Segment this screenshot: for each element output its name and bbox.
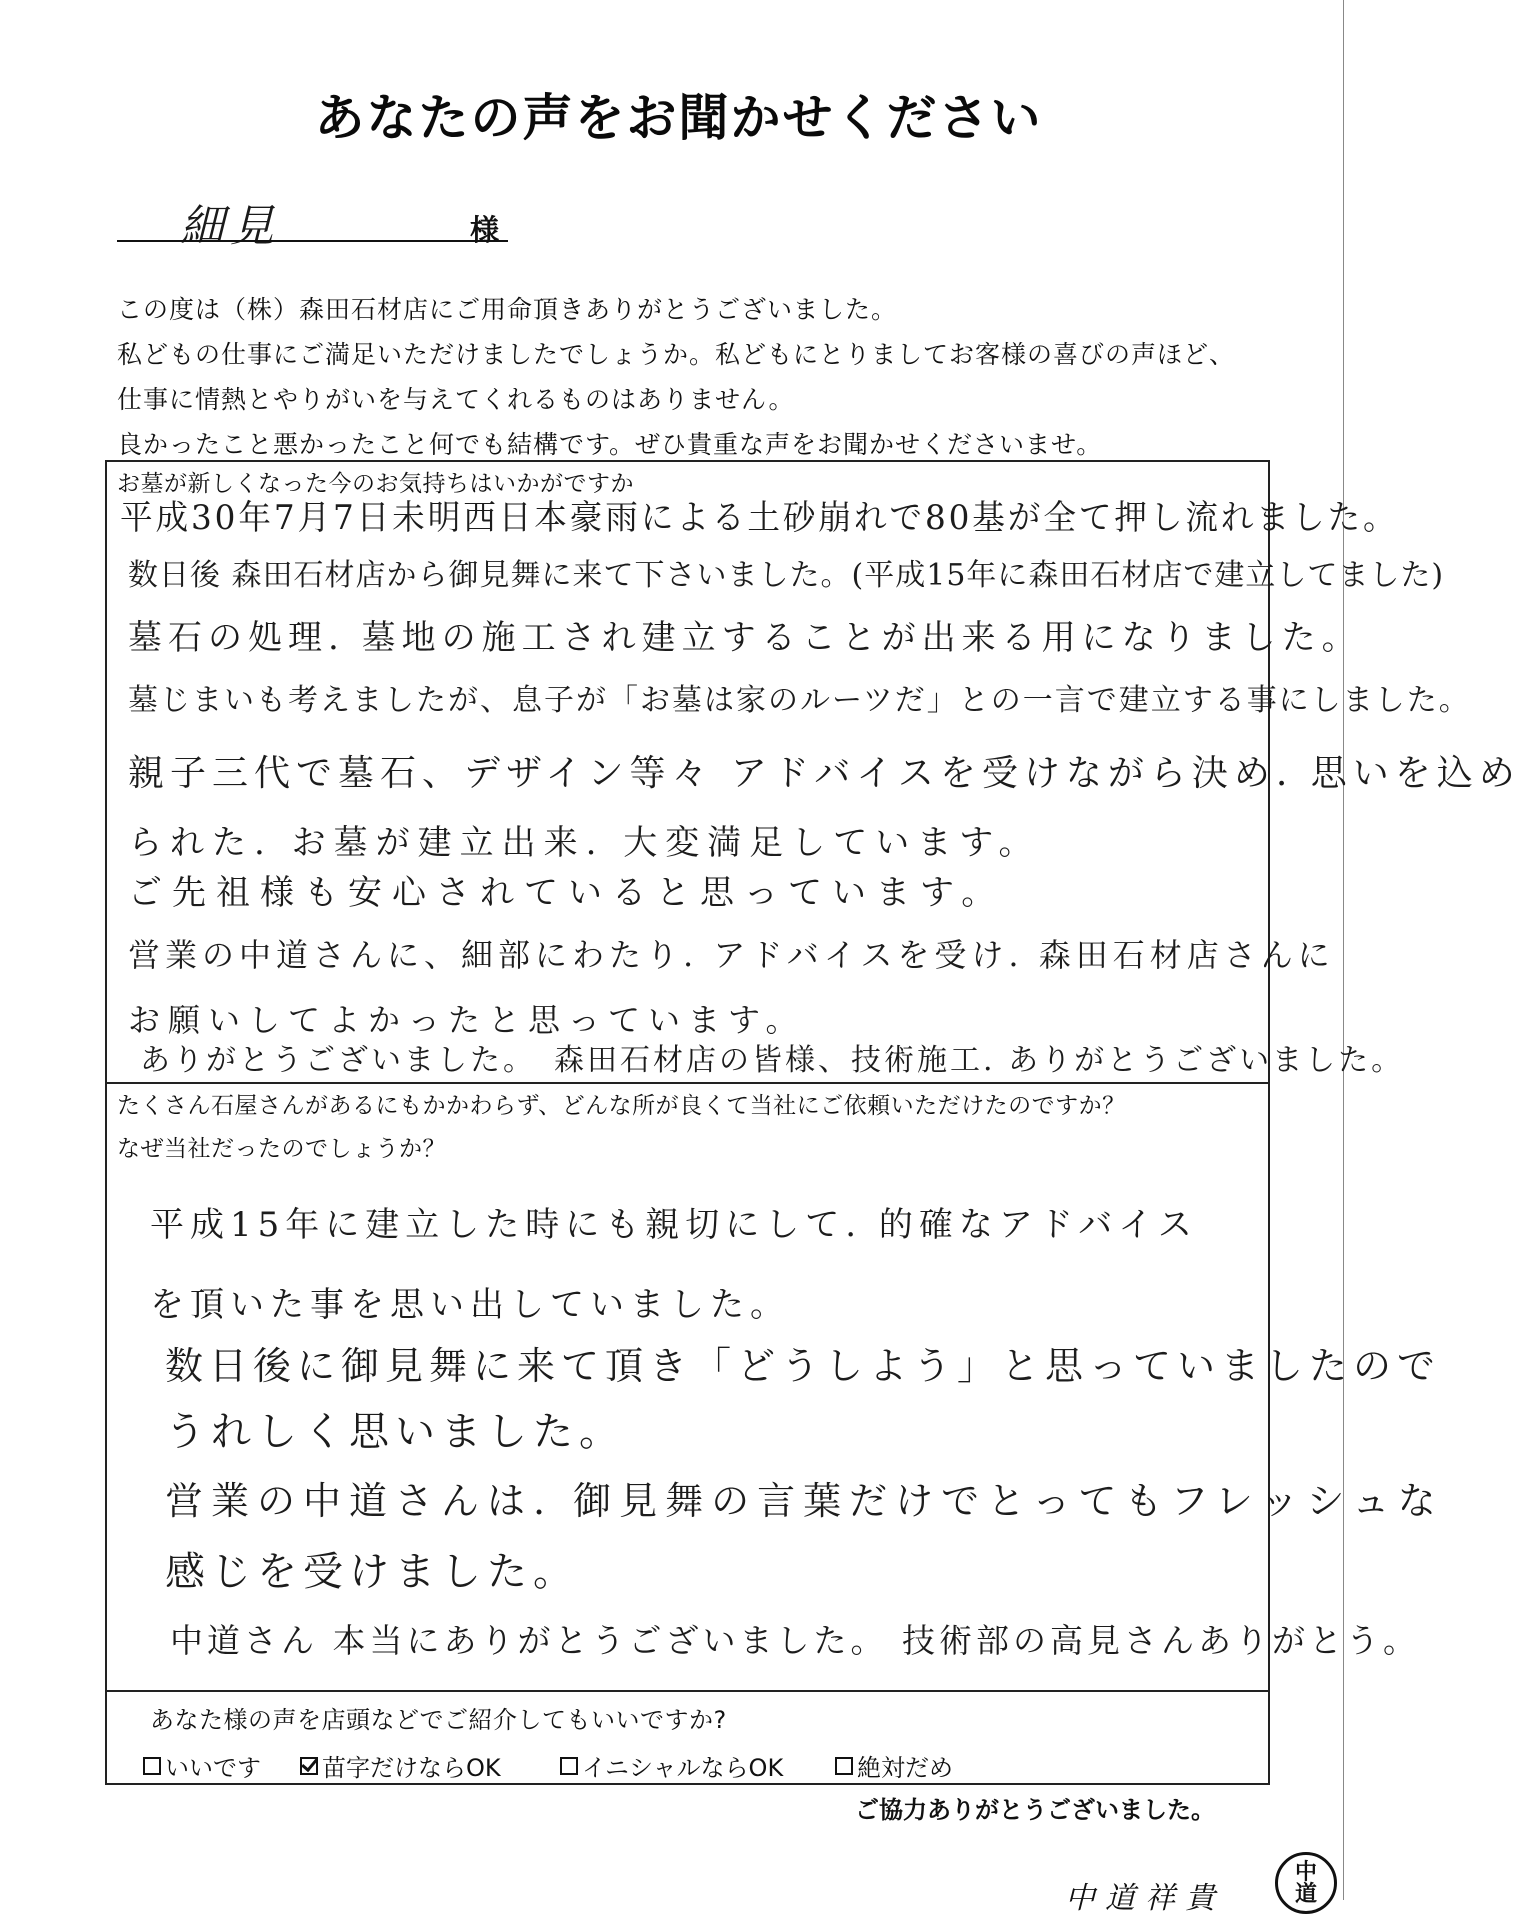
q2-answer-line: うれしく思いました。 bbox=[165, 1409, 625, 1455]
q2-answer-line: 数日後に御見舞に来て頂き「どうしよう」と思っていましたので bbox=[165, 1344, 1442, 1388]
checkbox-icon[interactable] bbox=[143, 1757, 161, 1775]
page-title: あなたの声をお聞かせください bbox=[314, 89, 1043, 147]
option-surname-only[interactable] bbox=[300, 1748, 501, 1783]
q1-answer-line: 営業の中道さんに、細部にわたり. アドバイスを受け. 森田石材店さんに bbox=[128, 936, 1335, 974]
intro-line: この度は（株）森田石材店にご用命頂きありがとうございました。 bbox=[117, 295, 898, 324]
q2-answer-line: 感じを受けました。 bbox=[165, 1549, 579, 1595]
q1-answer-line: お願いしてよかったと思っています。 bbox=[128, 1001, 806, 1039]
checkbox-icon[interactable] bbox=[835, 1757, 853, 1775]
q2-answer-line: 平成15年に建立した時にも親切にして. 的確なアドバイスを頂いた事を思い出していました。 bbox=[150, 1205, 1198, 1325]
q1-answer-line: 数日後 森田石材店から御見舞に来て下さいました。(平成15年に森田石材店で建立してました) bbox=[128, 558, 1445, 593]
customer-name: 細見 bbox=[180, 201, 280, 252]
name-underline bbox=[117, 240, 508, 242]
q1-answer-line: 平成30年7月7日未明西日本豪雨による土砂崩れで80基が全て押し流れました。 bbox=[120, 498, 1399, 538]
q3-label: あなた様の声を店頭などでご紹介してもいいですか? bbox=[150, 1706, 727, 1734]
intro-line: 私どもの仕事にご満足いただけましたでしょうか。私どもにとりましてお客様の喜びの声ほど、 bbox=[117, 340, 1236, 369]
intro-line: 仕事に情熱とやりがいを与えてくれるものはありません。 bbox=[117, 385, 795, 414]
option-label: いいです bbox=[165, 1754, 261, 1782]
option-label: 苗字だけならOK bbox=[322, 1754, 501, 1782]
honorific: 様 bbox=[470, 213, 500, 247]
option-ok[interactable] bbox=[143, 1748, 261, 1783]
q1-label: お墓が新しくなった今のお気持ちはいかがですか bbox=[117, 471, 634, 497]
q1-answer-line: 墓石の処理. 墓地の施工され建立することが出来る用になりました。 bbox=[128, 618, 1362, 658]
option-label: 絶対だめ bbox=[857, 1754, 953, 1782]
q1-answer-line: ご先祖様も安心されていると思っています。 bbox=[128, 873, 1006, 913]
q2-label: なぜ当社だったのでしょうか？ bbox=[117, 1136, 446, 1162]
option-never[interactable] bbox=[835, 1748, 953, 1783]
q1-answer-line: ありがとうございました。 森田石材店の皆様、技術施工. ありがとうございました。 bbox=[140, 1043, 1405, 1078]
name-seal bbox=[1275, 1852, 1337, 1914]
seal-char: 中 bbox=[1294, 1859, 1317, 1885]
checkbox-icon[interactable] bbox=[560, 1757, 578, 1775]
q2-answer-line: 営業の中道さんは. 御見舞の言葉だけでとってもフレッシュな bbox=[165, 1479, 1444, 1523]
q1-answer-line: 墓じまいも考えましたが、息子が「お墓は家のルーツだ」との一言で建立する事にしました。 bbox=[128, 683, 1471, 718]
option-label: イニシャルならOK bbox=[582, 1754, 784, 1782]
q1-answer-line: られた. お墓が建立出来. 大変満足しています。 bbox=[128, 823, 1041, 863]
q2-answer-line: 中道さん 本当にありがとうございました。 技術部の高見さんありがとう。 bbox=[170, 1621, 1420, 1660]
checked-checkbox-icon[interactable] bbox=[300, 1757, 318, 1775]
thanks-message: ご協力ありがとうございました。 bbox=[855, 1796, 1215, 1824]
section-divider bbox=[105, 1082, 1270, 1084]
seal-char: 道 bbox=[1294, 1881, 1317, 1907]
q1-answer-line: 親子三代で墓石、デザイン等々 アドバイスを受けながら決め. 思いを込め bbox=[128, 753, 1521, 794]
section-divider bbox=[105, 1690, 1270, 1692]
option-initials-only[interactable] bbox=[560, 1748, 783, 1783]
staff-signature: 中道祥貴 bbox=[1065, 1881, 1225, 1916]
intro-line: 良かったこと悪かったこと何でも結構です。ぜひ貴重な声をお聞かせくださいませ。 bbox=[117, 430, 1103, 459]
q2-label: たくさん石屋さんがあるにもかかわらず、どんな所が良くて当社にご依頼いただけたのですか？ bbox=[117, 1093, 1126, 1119]
